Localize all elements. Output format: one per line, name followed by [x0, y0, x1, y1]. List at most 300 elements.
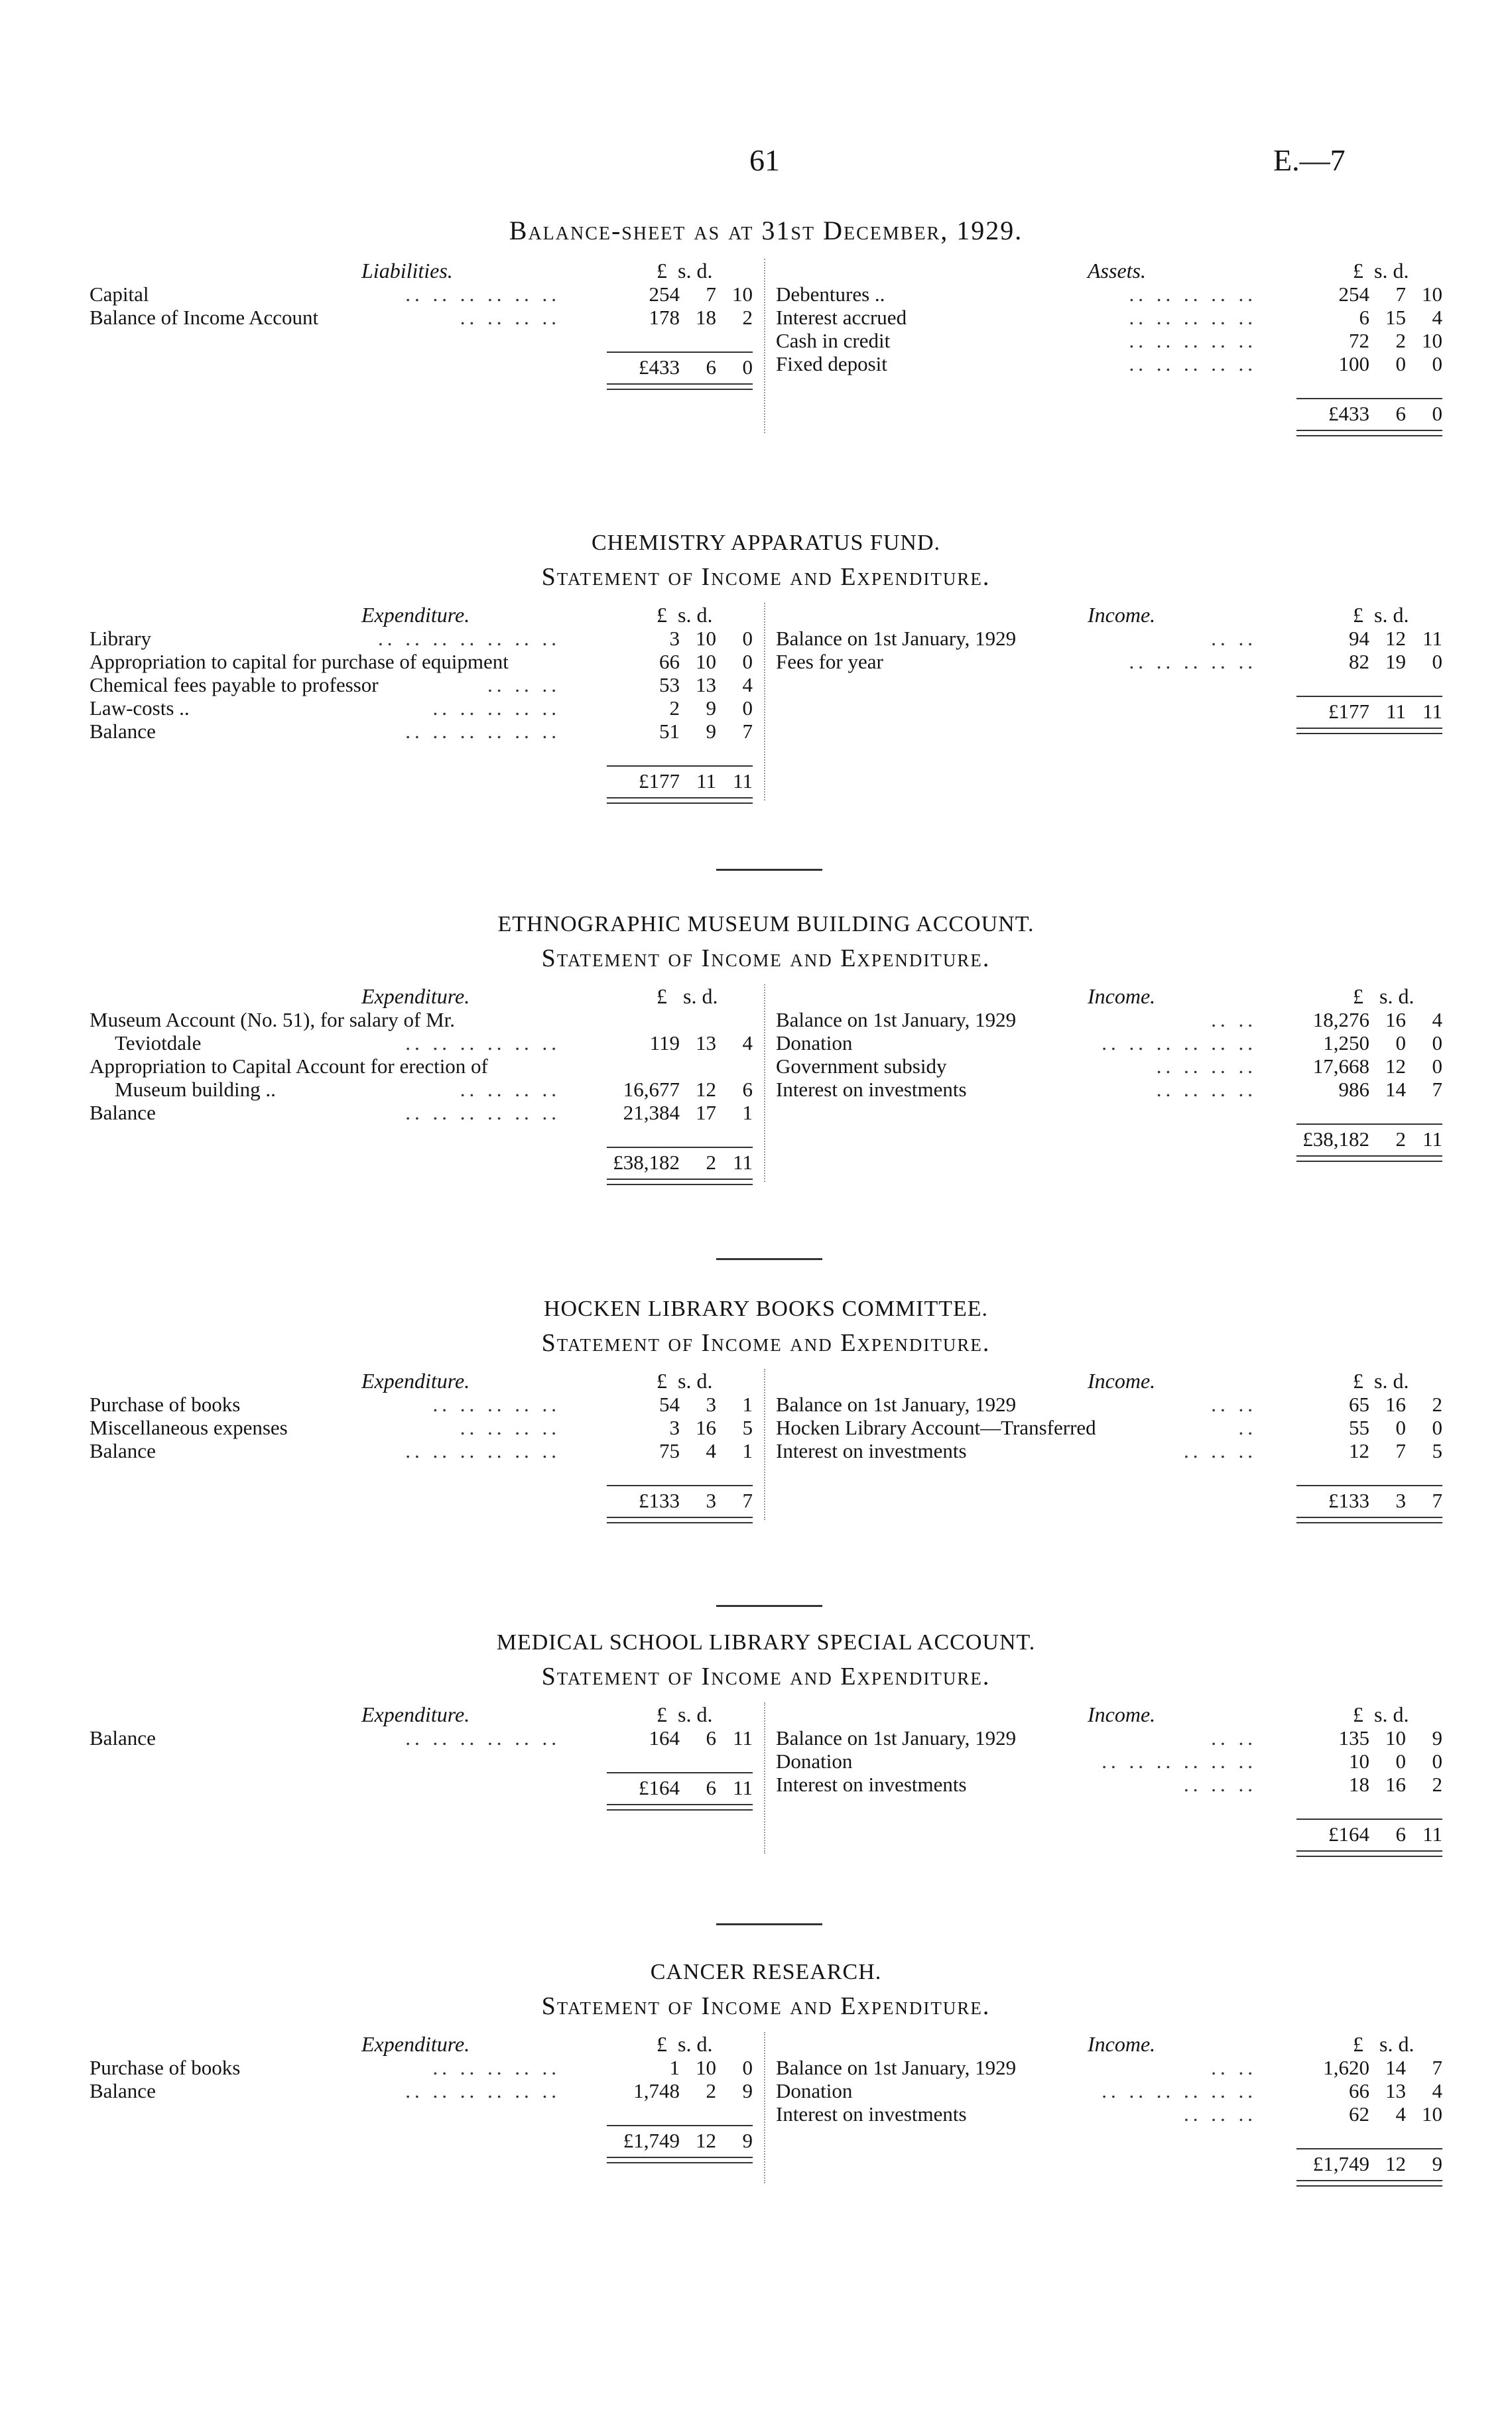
total-amount	[607, 2128, 753, 2154]
total-amount	[607, 1149, 753, 1176]
row-amount-s: 12	[1385, 1054, 1406, 1078]
row-label: Balance on 1st January, 1929	[776, 1726, 1017, 1750]
row-amount	[580, 283, 753, 306]
row-amount-p: 72	[1349, 329, 1369, 352]
row-amount-s: 16	[696, 1416, 716, 1439]
total-value-p: £38,182	[613, 1151, 680, 1174]
row-amount	[580, 696, 753, 720]
column-heading: Income.	[1088, 1702, 1156, 1726]
row-label: Donation	[776, 1750, 853, 1773]
column-header	[776, 603, 1442, 627]
row-label: Chemical fees payable to professor	[90, 673, 379, 696]
column-divider	[764, 259, 765, 433]
row-label: Balance	[90, 1101, 156, 1124]
ledger-row	[776, 627, 1442, 650]
row-label: Museum building ..	[115, 1078, 276, 1101]
ledger-row	[776, 1726, 1442, 1750]
row-amount	[1270, 1750, 1442, 1773]
total-rule	[1296, 696, 1442, 697]
total-value-d: 11	[733, 769, 753, 793]
account-section	[90, 211, 1442, 438]
total-value-d: 7	[1432, 1489, 1442, 1512]
column-heading: Liabilities.	[361, 259, 453, 283]
ledger-row	[90, 650, 753, 673]
ledger-row	[90, 1439, 753, 1462]
row-amount-p: 21,384	[623, 1101, 680, 1124]
row-amount-d: 11	[733, 1726, 753, 1750]
row-amount-p: 62	[1349, 2102, 1369, 2126]
total-value-d: 9	[1432, 2152, 1442, 2175]
row-amount	[580, 720, 753, 743]
total-rule	[1296, 1485, 1442, 1486]
double-rule	[607, 1179, 753, 1185]
row-amount	[580, 2056, 753, 2079]
row-label: Hocken Library Account—Transferred	[776, 1416, 1096, 1439]
column-heading: Income.	[1088, 984, 1156, 1008]
row-amount	[1270, 2056, 1442, 2079]
account-section	[90, 1293, 1442, 1525]
section-subtitle: Statement of Income and Expenditure.	[541, 944, 991, 972]
total-value-s: 6	[1395, 402, 1406, 425]
leader-dots: .. ..	[1211, 1393, 1257, 1416]
section-separator	[716, 1923, 822, 1925]
debit-column	[90, 603, 753, 793]
account-section	[90, 1956, 1442, 2189]
row-amount-d: 0	[742, 650, 753, 673]
row-amount	[580, 1101, 753, 1124]
column-header	[776, 259, 1442, 283]
ledger-row	[776, 650, 1442, 673]
ledger-row	[90, 1416, 753, 1439]
row-amount-p: 254	[649, 283, 680, 306]
total-value-s: 12	[1385, 2152, 1406, 2175]
row-amount-d: 0	[1432, 1054, 1442, 1078]
row-amount-p: 51	[659, 720, 680, 743]
column-heading: Expenditure.	[361, 603, 470, 627]
column-header	[90, 2032, 753, 2056]
leader-dots: .. .. .. .. .. ..	[405, 283, 560, 306]
total-value-s: 6	[1395, 1822, 1406, 1846]
total-value-s: 6	[706, 355, 716, 379]
ledger-row	[90, 1008, 753, 1031]
row-amount	[580, 1031, 753, 1054]
credit-column	[776, 2032, 1442, 2175]
ledger-row	[776, 1416, 1442, 1439]
row-amount-p: 1,620	[1323, 2056, 1369, 2079]
row-amount	[1270, 2079, 1442, 2102]
leader-dots: .. .. .. ..	[460, 1078, 560, 1101]
row-amount-s: 13	[1385, 2079, 1406, 2102]
total-rule	[607, 1485, 753, 1486]
row-label: Balance on 1st January, 1929	[776, 1008, 1017, 1031]
row-amount-p: 82	[1349, 650, 1369, 673]
row-amount-p: 2	[669, 696, 680, 720]
row-amount	[580, 1416, 753, 1439]
row-amount	[1270, 627, 1442, 650]
leader-dots: .. .. .. .. .. ..	[405, 1439, 560, 1462]
total-value	[580, 354, 753, 381]
row-amount-s: 14	[1385, 1078, 1406, 1101]
currency-units: £ s. d.	[657, 259, 713, 283]
column-header	[776, 984, 1442, 1008]
leader-dots: .. .. ..	[1184, 1439, 1257, 1462]
row-amount	[1270, 1031, 1442, 1054]
row-amount	[580, 1078, 753, 1101]
section-title: ETHNOGRAPHIC MUSEUM BUILDING ACCOUNT.	[497, 912, 1035, 936]
leader-dots: .. .. .. ..	[460, 306, 560, 329]
account-section	[90, 527, 1442, 806]
row-amount-d: 4	[1432, 2079, 1442, 2102]
total-rule	[607, 2125, 753, 2126]
leader-dots: .. .. .. .. ..	[1129, 650, 1257, 673]
total-rule	[607, 765, 753, 767]
total-value-s: 11	[1386, 700, 1406, 723]
ledger-row	[776, 1078, 1442, 1101]
row-label: Balance on 1st January, 1929	[776, 627, 1017, 650]
row-amount-s: 9	[706, 720, 716, 743]
double-rule	[607, 2157, 753, 2163]
total-value-d: 11	[1422, 700, 1442, 723]
row-label: Capital	[90, 283, 149, 306]
leader-dots: ..	[1238, 1416, 1257, 1439]
leader-dots: .. .. .. .. .. ..	[1102, 1031, 1257, 1054]
row-amount-s: 10	[696, 650, 716, 673]
ledger-row	[90, 1078, 753, 1101]
row-amount-s: 7	[1395, 283, 1406, 306]
row-amount-p: 1,250	[1323, 1031, 1369, 1054]
row-label: Fees for year	[776, 650, 883, 673]
leader-dots: .. ..	[1211, 627, 1257, 650]
row-amount	[1270, 1054, 1442, 1078]
row-amount	[1270, 1726, 1442, 1750]
total-amount	[1296, 1821, 1442, 1848]
ledger-row	[776, 2102, 1442, 2126]
row-amount-s: 4	[1395, 2102, 1406, 2126]
ledger-row	[776, 1008, 1442, 1031]
row-label: Interest on investments	[776, 1078, 967, 1101]
two-column-statement	[90, 1702, 1442, 1859]
column-heading: Assets.	[1088, 259, 1146, 283]
double-rule	[1296, 728, 1442, 734]
document-code: E.—7	[1273, 143, 1346, 177]
debit-column	[90, 1702, 753, 1799]
row-label: Appropriation to capital for purchase of equipment	[90, 650, 509, 673]
ledger-row	[776, 1393, 1442, 1416]
column-header	[90, 259, 753, 283]
leader-dots: .. .. .. ..	[460, 1416, 560, 1439]
ledger-row	[90, 2079, 753, 2102]
section-subtitle: Statement of Income and Expenditure.	[541, 563, 991, 591]
ledger-row	[90, 1726, 753, 1750]
row-amount-d: 1	[742, 1439, 753, 1462]
debit-column	[90, 259, 753, 379]
total-value-p: £38,182	[1302, 1127, 1369, 1151]
leader-dots: .. ..	[1211, 1726, 1257, 1750]
row-amount-d: 0	[1432, 1416, 1442, 1439]
row-amount-p: 119	[649, 1031, 680, 1054]
leader-dots: .. .. .. .. ..	[432, 1393, 560, 1416]
row-amount-p: 18,276	[1312, 1008, 1369, 1031]
ledger-row	[776, 2079, 1442, 2102]
total-rule	[607, 1147, 753, 1148]
row-amount-s: 0	[1395, 1750, 1406, 1773]
total-value-p: £433	[639, 355, 680, 379]
row-amount	[580, 673, 753, 696]
leader-dots: .. .. ..	[1184, 1773, 1257, 1796]
row-amount-p: 94	[1349, 627, 1369, 650]
row-amount	[580, 306, 753, 329]
row-amount-p: 6	[1359, 306, 1369, 329]
row-amount-p: 12	[1349, 1439, 1369, 1462]
column-divider	[764, 984, 765, 1182]
row-label: Balance	[90, 1726, 156, 1750]
row-amount-s: 9	[706, 696, 716, 720]
row-label: Donation	[776, 2079, 853, 2102]
total-value	[580, 1775, 753, 1801]
row-amount-d: 1	[742, 1101, 753, 1124]
row-amount-d: 2	[1432, 1773, 1442, 1796]
row-amount	[1270, 650, 1442, 673]
total-value-p: £133	[639, 1489, 680, 1512]
row-amount-d: 4	[1432, 306, 1442, 329]
total-value	[580, 2128, 753, 2154]
ledger-row	[776, 329, 1442, 352]
row-amount-d: 0	[1432, 1031, 1442, 1054]
total-value-s: 3	[706, 1489, 716, 1512]
two-column-statement	[90, 603, 1442, 806]
ledger-row	[90, 2056, 753, 2079]
ledger-row	[90, 1393, 753, 1416]
row-label: Interest accrued	[776, 306, 907, 329]
row-label: Balance on 1st January, 1929	[776, 1393, 1017, 1416]
total-value-d: 11	[733, 1151, 753, 1174]
row-label: Appropriation to Capital Account for erection of	[90, 1054, 488, 1078]
row-amount-d: 9	[742, 2079, 753, 2102]
total-amount	[1296, 1488, 1442, 1514]
row-amount-p: 17,668	[1312, 1054, 1369, 1078]
row-label: Interest on investments	[776, 1773, 967, 1796]
row-amount-p: 55	[1349, 1416, 1369, 1439]
credit-column	[776, 603, 1442, 723]
total-value-d: 7	[742, 1489, 753, 1512]
total-value	[1270, 2151, 1442, 2177]
two-column-statement	[90, 1369, 1442, 1525]
row-label: Balance of Income Account	[90, 306, 319, 329]
row-amount-p: 100	[1338, 352, 1369, 375]
total-value-s: 12	[696, 2129, 716, 2152]
column-heading: Income.	[1088, 1369, 1156, 1393]
credit-column	[776, 259, 1442, 425]
row-label: Balance	[90, 720, 156, 743]
ledger-row	[776, 2056, 1442, 2079]
credit-column	[776, 1369, 1442, 1512]
row-amount	[1270, 1773, 1442, 1796]
leader-dots: .. .. .. .. ..	[432, 696, 560, 720]
row-amount	[1270, 1416, 1442, 1439]
section-separator	[716, 1258, 822, 1260]
row-amount	[1270, 352, 1442, 375]
row-label: Cash in credit	[776, 329, 891, 352]
row-amount-d: 7	[742, 720, 753, 743]
row-amount	[1270, 329, 1442, 352]
total-value	[580, 768, 753, 795]
column-heading: Expenditure.	[361, 2032, 470, 2056]
leader-dots: .. .. .. .. .. ..	[405, 1726, 560, 1750]
double-rule	[1296, 2180, 1442, 2187]
row-amount	[580, 650, 753, 673]
section-subtitle: Statement of Income and Expenditure.	[541, 1992, 991, 2020]
total-amount	[1296, 401, 1442, 427]
row-amount-p: 3	[669, 627, 680, 650]
double-rule	[1296, 1155, 1442, 1162]
row-label: Balance on 1st January, 1929	[776, 2056, 1017, 2079]
total-value-p: £177	[639, 769, 680, 793]
total-value-d: 11	[733, 1776, 753, 1799]
column-header	[90, 984, 753, 1008]
total-rule	[1296, 398, 1442, 399]
total-value-d: 0	[1432, 402, 1442, 425]
row-amount-d: 11	[1422, 627, 1442, 650]
row-amount	[1270, 2102, 1442, 2126]
leader-dots: .. .. .. .. ..	[1129, 329, 1257, 352]
section-title: MEDICAL SCHOOL LIBRARY SPECIAL ACCOUNT.	[496, 1630, 1036, 1655]
total-amount	[607, 1488, 753, 1514]
currency-units: £ s. d.	[657, 1369, 713, 1393]
row-amount-s: 13	[696, 673, 716, 696]
row-amount	[580, 2079, 753, 2102]
row-amount-d: 9	[1432, 1726, 1442, 1750]
column-heading: Expenditure.	[361, 984, 470, 1008]
row-amount-s: 16	[1385, 1393, 1406, 1416]
ledger-row	[90, 673, 753, 696]
section-separator	[716, 1605, 822, 1607]
row-label: Balance	[90, 2079, 156, 2102]
row-label: Purchase of books	[90, 1393, 241, 1416]
row-amount-s: 10	[696, 2056, 716, 2079]
column-header	[90, 603, 753, 627]
row-amount	[1270, 306, 1442, 329]
row-amount-d: 4	[1432, 1008, 1442, 1031]
ledger-row	[90, 306, 753, 329]
leader-dots: .. .. .. .. .. ..	[405, 720, 560, 743]
currency-units: £ s. d.	[1353, 1702, 1409, 1726]
credit-column	[776, 984, 1442, 1151]
row-label: Government subsidy	[776, 1054, 947, 1078]
total-value-p: £164	[1328, 1822, 1369, 1846]
row-amount-p: 18	[1349, 1773, 1369, 1796]
total-rule	[1296, 1123, 1442, 1125]
leader-dots: .. .. .. ..	[1156, 1078, 1257, 1101]
currency-units: £ s. d.	[1353, 603, 1409, 627]
row-amount-s: 0	[1395, 1416, 1406, 1439]
double-rule	[607, 797, 753, 804]
row-amount-d: 7	[1432, 1078, 1442, 1101]
credit-column	[776, 1702, 1442, 1846]
row-amount	[1270, 1078, 1442, 1101]
row-amount-p: 10	[1349, 1750, 1369, 1773]
total-value-s: 2	[1395, 1127, 1406, 1151]
currency-units: £ s. d.	[657, 2032, 713, 2056]
row-amount-d: 7	[1432, 2056, 1442, 2079]
row-amount-d: 4	[742, 673, 753, 696]
row-amount-d: 1	[742, 1393, 753, 1416]
account-section	[90, 1627, 1442, 1859]
ledger-row	[90, 696, 753, 720]
leader-dots: .. .. ..	[487, 673, 560, 696]
row-amount-s: 16	[1385, 1008, 1406, 1031]
row-label: Debentures ..	[776, 283, 885, 306]
row-amount-d: 10	[1422, 2102, 1442, 2126]
account-section	[90, 909, 1442, 1187]
debit-column	[90, 984, 753, 1174]
ledger-row	[90, 720, 753, 743]
row-amount-d: 0	[1432, 1750, 1442, 1773]
row-amount-d: 10	[1422, 283, 1442, 306]
row-amount-s: 18	[696, 306, 716, 329]
leader-dots: .. .. .. .. ..	[1129, 283, 1257, 306]
total-amount	[607, 768, 753, 795]
total-value-p: £133	[1328, 1489, 1369, 1512]
total-value-p: £164	[639, 1776, 680, 1799]
double-rule	[607, 383, 753, 390]
total-value-d: 0	[742, 355, 753, 379]
column-header	[776, 2032, 1442, 2056]
total-value	[1270, 698, 1442, 725]
total-value-d: 9	[742, 2129, 753, 2152]
row-amount-p: 135	[1338, 1726, 1369, 1750]
ledger-row	[776, 306, 1442, 329]
row-label: Interest on investments	[776, 2102, 967, 2126]
total-value	[1270, 1821, 1442, 1848]
column-heading: Income.	[1088, 603, 1156, 627]
total-value-s: 2	[706, 1151, 716, 1174]
debit-column	[90, 2032, 753, 2152]
row-amount-s: 4	[706, 1439, 716, 1462]
debit-column	[90, 1369, 753, 1512]
total-rule	[607, 1772, 753, 1773]
ledger-row	[90, 1101, 753, 1124]
row-amount-s: 16	[1385, 1773, 1406, 1796]
ledger-row	[90, 1031, 753, 1054]
row-label: Fixed deposit	[776, 352, 887, 375]
total-rule	[1296, 1819, 1442, 1820]
page-number: 61	[749, 143, 780, 177]
leader-dots: .. .. .. .. .. ..	[405, 1101, 560, 1124]
row-label: Purchase of books	[90, 2056, 241, 2079]
total-value-d: 11	[1422, 1127, 1442, 1151]
row-amount-d: 2	[1432, 1393, 1442, 1416]
leader-dots: .. .. .. .. .. ..	[1102, 1750, 1257, 1773]
total-amount	[607, 1775, 753, 1801]
row-label: Museum Account (No. 51), for salary of Mr.	[90, 1008, 456, 1031]
double-rule	[1296, 430, 1442, 436]
row-amount-p: 54	[659, 1393, 680, 1416]
row-label: Miscellaneous expenses	[90, 1416, 288, 1439]
row-amount-s: 7	[1395, 1439, 1406, 1462]
row-amount	[580, 627, 753, 650]
total-value-d: 11	[1422, 1822, 1442, 1846]
leader-dots: .. .. .. .. ..	[432, 2056, 560, 2079]
row-amount-p: 66	[659, 650, 680, 673]
row-amount-s: 3	[706, 1393, 716, 1416]
row-amount-d: 10	[732, 283, 753, 306]
column-header	[776, 1702, 1442, 1726]
row-amount-p: 254	[1338, 283, 1369, 306]
total-value-s: 3	[1395, 1489, 1406, 1512]
ledger-row	[776, 1031, 1442, 1054]
row-label: Balance	[90, 1439, 156, 1462]
column-heading: Income.	[1088, 2032, 1156, 2056]
